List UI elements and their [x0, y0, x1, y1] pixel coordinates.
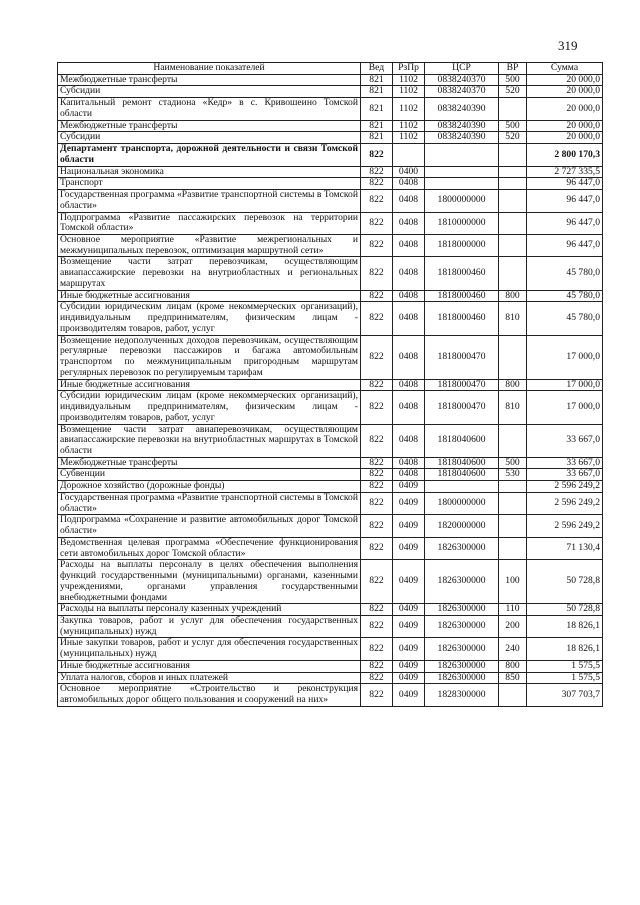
cell-ved: 822 — [361, 257, 393, 290]
cell-ved: 822 — [361, 290, 393, 302]
cell-ved: 821 — [361, 120, 393, 132]
cell-vr: 240 — [499, 638, 527, 660]
table-row — [58, 638, 603, 660]
cell-name: Расходы на выплаты персоналу казенных учреждений — [58, 604, 361, 616]
cell-rzpr: 1102 — [393, 86, 425, 98]
cell-vr: 520 — [499, 86, 527, 98]
cell-ved: 822 — [361, 481, 393, 493]
cell-name: Межбюджетные трансферты — [58, 120, 361, 132]
cell-vr: 200 — [499, 615, 527, 637]
header-csr: ЦСР — [425, 63, 499, 75]
cell-ved: 822 — [361, 537, 393, 559]
cell-sum: 17 000,0 — [527, 335, 603, 379]
cell-rzpr: 0408 — [393, 379, 425, 391]
cell-vr — [499, 144, 527, 166]
header-vr: ВР — [499, 63, 527, 75]
cell-rzpr: 0408 — [393, 257, 425, 290]
cell-name: Субсидии юридическим лицам (кроме некоммерческих организаций), индивидуальным предпринимателям, физическим лицам - производителям товаров, работ, услуг — [58, 302, 361, 335]
cell-sum: 50 728,8 — [527, 560, 603, 604]
cell-rzpr: 1102 — [393, 98, 425, 120]
cell-rzpr: 0409 — [393, 672, 425, 684]
cell-csr: 1818040600 — [425, 424, 499, 457]
cell-sum: 33 667,0 — [527, 424, 603, 457]
cell-vr: 800 — [499, 290, 527, 302]
cell-rzpr: 0409 — [393, 560, 425, 604]
cell-ved: 822 — [361, 302, 393, 335]
table-row — [58, 144, 603, 166]
cell-rzpr: 0408 — [393, 178, 425, 190]
cell-rzpr: 0408 — [393, 457, 425, 469]
cell-vr — [499, 537, 527, 559]
cell-sum: 33 667,0 — [527, 469, 603, 481]
table-row — [58, 235, 603, 257]
cell-csr: 1800000000 — [425, 492, 499, 514]
cell-csr — [425, 166, 499, 178]
cell-vr — [499, 335, 527, 379]
cell-ved: 822 — [361, 638, 393, 660]
cell-csr: 0838240390 — [425, 120, 499, 132]
cell-rzpr: 0408 — [393, 335, 425, 379]
table-row — [58, 492, 603, 514]
cell-csr: 1818000470 — [425, 335, 499, 379]
cell-ved: 822 — [361, 615, 393, 637]
cell-sum: 96 447,0 — [527, 212, 603, 234]
cell-vr: 800 — [499, 660, 527, 672]
table-row — [58, 190, 603, 212]
cell-name: Возмещение части затрат авиаперевозчикам, осуществляющим авиапассажирские перевозки на внутриобластных маршрутах в Томской области — [58, 424, 361, 457]
cell-csr: 1826300000 — [425, 537, 499, 559]
cell-ved: 821 — [361, 74, 393, 86]
cell-csr: 1818000460 — [425, 257, 499, 290]
cell-vr — [499, 684, 527, 706]
cell-csr: 1818000460 — [425, 290, 499, 302]
cell-vr — [499, 481, 527, 493]
table-row — [58, 98, 603, 120]
cell-vr: 500 — [499, 457, 527, 469]
header-name: Наименование показателей — [58, 63, 361, 75]
cell-rzpr: 0408 — [393, 469, 425, 481]
table-row — [58, 257, 603, 290]
table-row — [58, 302, 603, 335]
cell-name: Подпрограмма «Сохранение и развитие автомобильных дорог Томской области» — [58, 515, 361, 537]
cell-csr: 1826300000 — [425, 672, 499, 684]
cell-csr: 0838240390 — [425, 98, 499, 120]
cell-ved: 822 — [361, 684, 393, 706]
cell-name: Иные бюджетные ассигнования — [58, 379, 361, 391]
cell-csr — [425, 144, 499, 166]
cell-name: Дорожное хозяйство (дорожные фонды) — [58, 481, 361, 493]
cell-name: Расходы на выплаты персоналу в целях обеспечения выполнения функций государственными (муниципальными) органами, казенными учреждениями, органами управления государственными внебюджетными фондами — [58, 560, 361, 604]
cell-vr — [499, 212, 527, 234]
cell-name: Транспорт — [58, 178, 361, 190]
cell-csr: 1826300000 — [425, 615, 499, 637]
budget-table — [57, 62, 603, 707]
table-row — [58, 560, 603, 604]
cell-sum: 20 000,0 — [527, 120, 603, 132]
cell-name: Межбюджетные трансферты — [58, 457, 361, 469]
table-row — [58, 178, 603, 190]
table-row — [58, 290, 603, 302]
cell-name: Субсидии юридическим лицам (кроме некоммерческих организаций), индивидуальным предпринимателям, физическим лицам - производителям товаров, работ, услуг — [58, 391, 361, 424]
cell-rzpr: 0408 — [393, 391, 425, 424]
cell-csr: 1828300000 — [425, 684, 499, 706]
cell-vr — [499, 424, 527, 457]
cell-ved: 822 — [361, 492, 393, 514]
cell-name: Государственная программа «Развитие транспортной системы в Томской области» — [58, 190, 361, 212]
cell-sum: 96 447,0 — [527, 235, 603, 257]
cell-rzpr: 0408 — [393, 290, 425, 302]
cell-csr: 1826300000 — [425, 660, 499, 672]
cell-sum: 2 596 249,2 — [527, 492, 603, 514]
cell-csr: 1826300000 — [425, 560, 499, 604]
table-row — [58, 537, 603, 559]
cell-ved: 822 — [361, 190, 393, 212]
cell-name: Субсидии — [58, 86, 361, 98]
table-row — [58, 166, 603, 178]
header-ved: Вед — [361, 63, 393, 75]
cell-csr: 1826300000 — [425, 604, 499, 616]
cell-csr: 1826300000 — [425, 638, 499, 660]
cell-sum: 18 826,1 — [527, 615, 603, 637]
cell-sum: 96 447,0 — [527, 190, 603, 212]
table-row — [58, 469, 603, 481]
cell-vr: 800 — [499, 379, 527, 391]
cell-name: Возмещение недополученных доходов перевозчикам, осуществляющим регулярные перевозки пассажиров и багажа автомобильным транспортом по межмуниципальным пригородным маршрутам регулярных перевозок по регулируемым тарифам — [58, 335, 361, 379]
cell-rzpr: 0409 — [393, 515, 425, 537]
cell-sum: 2 596 249,2 — [527, 481, 603, 493]
table-row — [58, 615, 603, 637]
cell-name: Иные бюджетные ассигнования — [58, 660, 361, 672]
table-row — [58, 515, 603, 537]
cell-ved: 822 — [361, 457, 393, 469]
table-row — [58, 424, 603, 457]
cell-name: Национальная экономика — [58, 166, 361, 178]
cell-vr: 530 — [499, 469, 527, 481]
cell-rzpr: 0409 — [393, 615, 425, 637]
cell-vr — [499, 515, 527, 537]
cell-csr: 0838240370 — [425, 86, 499, 98]
cell-sum: 2 727 335,5 — [527, 166, 603, 178]
cell-ved: 822 — [361, 672, 393, 684]
cell-vr — [499, 178, 527, 190]
cell-csr: 0838240370 — [425, 74, 499, 86]
cell-rzpr: 0408 — [393, 190, 425, 212]
cell-sum: 96 447,0 — [527, 178, 603, 190]
table-header-row — [58, 63, 603, 75]
cell-rzpr: 0408 — [393, 235, 425, 257]
cell-rzpr — [393, 144, 425, 166]
cell-vr — [499, 492, 527, 514]
cell-rzpr: 0409 — [393, 660, 425, 672]
page-number: 319 — [558, 38, 578, 53]
cell-sum: 45 780,0 — [527, 302, 603, 335]
table-row — [58, 86, 603, 98]
cell-csr: 1818040600 — [425, 457, 499, 469]
cell-ved: 822 — [361, 379, 393, 391]
cell-name: Основное мероприятие «Строительство и реконструкция автомобильных дорог общего пользования и сооружений на них» — [58, 684, 361, 706]
table-row — [58, 120, 603, 132]
cell-name: Ведомственная целевая программа «Обеспечение функционирования сети автомобильных дорог Томской области» — [58, 537, 361, 559]
cell-csr — [425, 481, 499, 493]
header-sum: Сумма — [527, 63, 603, 75]
table-row — [58, 457, 603, 469]
cell-sum: 45 780,0 — [527, 257, 603, 290]
cell-csr: 1818000470 — [425, 379, 499, 391]
cell-vr: 110 — [499, 604, 527, 616]
cell-csr: 1818000460 — [425, 302, 499, 335]
cell-csr: 1818040600 — [425, 469, 499, 481]
cell-name: Уплата налогов, сборов и иных платежей — [58, 672, 361, 684]
table-row — [58, 604, 603, 616]
cell-vr: 850 — [499, 672, 527, 684]
cell-vr: 100 — [499, 560, 527, 604]
cell-ved: 822 — [361, 660, 393, 672]
cell-vr: 810 — [499, 391, 527, 424]
cell-ved: 822 — [361, 178, 393, 190]
cell-name: Подпрограмма «Развитие пассажирских перевозок на территории Томской области» — [58, 212, 361, 234]
cell-sum: 20 000,0 — [527, 86, 603, 98]
cell-rzpr: 0408 — [393, 302, 425, 335]
cell-ved: 822 — [361, 235, 393, 257]
cell-rzpr: 0409 — [393, 492, 425, 514]
cell-sum: 1 575,5 — [527, 672, 603, 684]
cell-csr: 1818000000 — [425, 235, 499, 257]
table-row — [58, 212, 603, 234]
table-row — [58, 481, 603, 493]
cell-rzpr: 0408 — [393, 424, 425, 457]
cell-name: Субвенции — [58, 469, 361, 481]
table-row — [58, 672, 603, 684]
cell-csr — [425, 178, 499, 190]
cell-sum: 50 728,8 — [527, 604, 603, 616]
cell-name: Иные закупки товаров, работ и услуг для обеспечения государственных (муниципальных) нужд — [58, 638, 361, 660]
cell-ved: 822 — [361, 391, 393, 424]
table-row — [58, 335, 603, 379]
cell-sum: 17 000,0 — [527, 379, 603, 391]
cell-ved: 821 — [361, 98, 393, 120]
cell-vr: 810 — [499, 302, 527, 335]
cell-rzpr: 0400 — [393, 166, 425, 178]
cell-sum: 17 000,0 — [527, 391, 603, 424]
cell-vr: 500 — [499, 120, 527, 132]
cell-ved: 822 — [361, 335, 393, 379]
cell-vr: 500 — [499, 74, 527, 86]
cell-ved: 822 — [361, 144, 393, 166]
cell-sum: 307 703,7 — [527, 684, 603, 706]
cell-ved: 821 — [361, 132, 393, 144]
cell-sum: 20 000,0 — [527, 98, 603, 120]
cell-rzpr: 0408 — [393, 212, 425, 234]
cell-ved: 822 — [361, 212, 393, 234]
cell-sum: 71 130,4 — [527, 537, 603, 559]
cell-name: Департамент транспорта, дорожной деятельности и связи Томской области — [58, 144, 361, 166]
cell-name: Межбюджетные трансферты — [58, 74, 361, 86]
table-row — [58, 74, 603, 86]
cell-vr — [499, 166, 527, 178]
cell-rzpr: 1102 — [393, 132, 425, 144]
cell-ved: 822 — [361, 469, 393, 481]
cell-csr: 0838240390 — [425, 132, 499, 144]
table-row — [58, 660, 603, 672]
cell-name: Основное мероприятие «Развитие межрегиональных и межмуниципальных перевозок, оптимизация маршрутной сети» — [58, 235, 361, 257]
cell-ved: 822 — [361, 560, 393, 604]
cell-sum: 20 000,0 — [527, 74, 603, 86]
table-body — [58, 74, 603, 706]
cell-rzpr: 0409 — [393, 638, 425, 660]
cell-sum: 45 780,0 — [527, 290, 603, 302]
cell-ved: 822 — [361, 515, 393, 537]
cell-ved: 822 — [361, 604, 393, 616]
cell-name: Капитальный ремонт стадиона «Кедр» в с. Кривошеино Томской области — [58, 98, 361, 120]
cell-rzpr: 1102 — [393, 74, 425, 86]
cell-sum: 33 667,0 — [527, 457, 603, 469]
cell-csr: 1810000000 — [425, 212, 499, 234]
cell-ved: 822 — [361, 424, 393, 457]
cell-vr — [499, 235, 527, 257]
cell-vr — [499, 190, 527, 212]
cell-sum: 20 000,0 — [527, 132, 603, 144]
cell-sum: 18 826,1 — [527, 638, 603, 660]
cell-csr: 1818000470 — [425, 391, 499, 424]
cell-sum: 2 800 170,3 — [527, 144, 603, 166]
table-row — [58, 379, 603, 391]
cell-name: Иные бюджетные ассигнования — [58, 290, 361, 302]
cell-rzpr: 0409 — [393, 481, 425, 493]
cell-vr: 520 — [499, 132, 527, 144]
cell-ved: 821 — [361, 86, 393, 98]
cell-ved: 822 — [361, 166, 393, 178]
cell-rzpr: 0409 — [393, 684, 425, 706]
header-rzpr: РзПр — [393, 63, 425, 75]
cell-rzpr: 1102 — [393, 120, 425, 132]
cell-rzpr: 0409 — [393, 537, 425, 559]
cell-name: Государственная программа «Развитие транспортной системы в Томской области» — [58, 492, 361, 514]
cell-rzpr: 0409 — [393, 604, 425, 616]
cell-vr — [499, 257, 527, 290]
cell-vr — [499, 98, 527, 120]
cell-sum: 2 596 249,2 — [527, 515, 603, 537]
cell-csr: 1820000000 — [425, 515, 499, 537]
cell-name: Закупка товаров, работ и услуг для обеспечения государственных (муниципальных) нужд — [58, 615, 361, 637]
cell-name: Возмещение части затрат перевозчикам, осуществляющим авиапассажирские перевозки на внутриобластных и региональных маршрутах — [58, 257, 361, 290]
table-row — [58, 132, 603, 144]
table-row — [58, 684, 603, 706]
cell-name: Субсидии — [58, 132, 361, 144]
cell-csr: 1800000000 — [425, 190, 499, 212]
cell-sum: 1 575,5 — [527, 660, 603, 672]
table-row — [58, 391, 603, 424]
